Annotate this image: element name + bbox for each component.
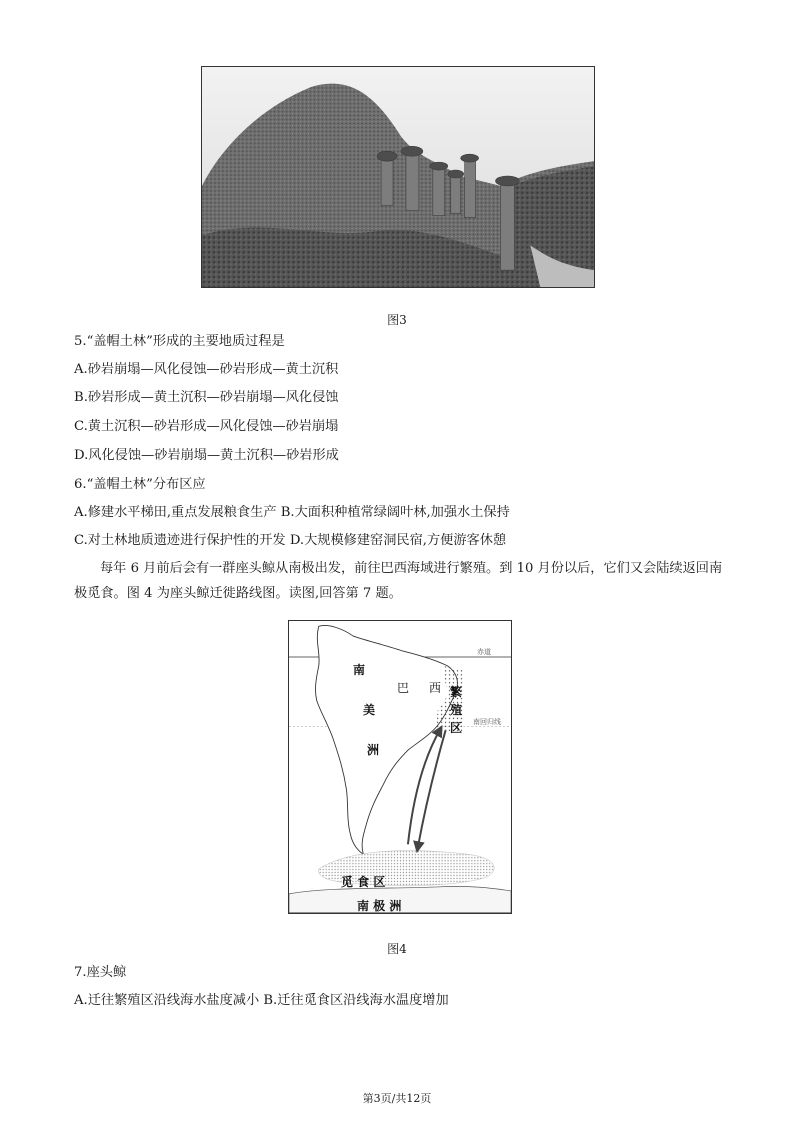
q5-option-d: D.风化侵蚀—砂岩崩塌—黄土沉积—砂岩形成: [74, 448, 339, 463]
tropic-label: 南回归线: [473, 718, 501, 726]
q5-option-c: C.黄土沉积—砂岩形成—风化侵蚀—砂岩崩塌: [74, 419, 339, 434]
q5-stem: 5.“盖帽土林”形成的主要地质过程是: [74, 334, 285, 349]
label-zhi: 殖: [450, 703, 463, 717]
figure4-map: [288, 620, 512, 914]
equator-label: 赤道: [477, 648, 491, 656]
label-feeding-zone: 觅 食 区: [341, 875, 386, 889]
label-xi: 西: [429, 681, 442, 695]
q7-options-ab: A.迁往繁殖区沿线海水盐度减小 B.迁往觅食区沿线海水温度增加: [74, 993, 449, 1008]
arrow-to-breeding: [408, 730, 440, 844]
q5-option-b: B.砂岩形成—黄土沉积—砂岩崩塌—风化侵蚀: [74, 390, 339, 405]
q6-stem: 6.“盖帽土林”分布区应: [74, 477, 206, 492]
label-antarctica: 南 极 洲: [357, 899, 402, 913]
label-qu: 区: [450, 721, 463, 735]
passage: [74, 556, 724, 606]
figure3-photo: [201, 66, 595, 288]
passage-text: 每年 6 月前后会有一群座头鲸从南极出发，前往巴西海域进行繁殖。到 10 月份以后，它们又会陆续返回南极觅食。图 4 为座头鲸迁徙路线图。读图,回答第 7 题。: [74, 561, 723, 601]
figure3-caption: 图3: [387, 313, 407, 327]
q6-options-ab: A.修建水平梯田,重点发展粮食生产 B.大面积种植常绿阔叶林,加强水土保持: [74, 505, 510, 520]
migration-map: [289, 621, 511, 913]
south-america-outline: [315, 625, 457, 854]
label-fan: 繁: [450, 685, 463, 699]
figure4-caption: 图4: [387, 942, 407, 956]
label-mei: 美: [363, 703, 376, 717]
q7-stem: 7.座头鲸: [74, 965, 127, 980]
label-zhou: 洲: [367, 743, 380, 757]
q5-option-a: A.砂岩崩塌—风化侵蚀—砂岩形成—黄土沉积: [74, 362, 339, 377]
q6-options-cd: C.对土林地质遗迹进行保护性的开发 D.大规模修建窑洞民宿,方便游客休憩: [74, 533, 507, 548]
earth-pillars-photo: [202, 67, 594, 287]
page-number: 第3页/共12页: [362, 1092, 432, 1105]
label-nan: 南: [353, 663, 366, 677]
label-ba: 巴: [397, 681, 410, 695]
